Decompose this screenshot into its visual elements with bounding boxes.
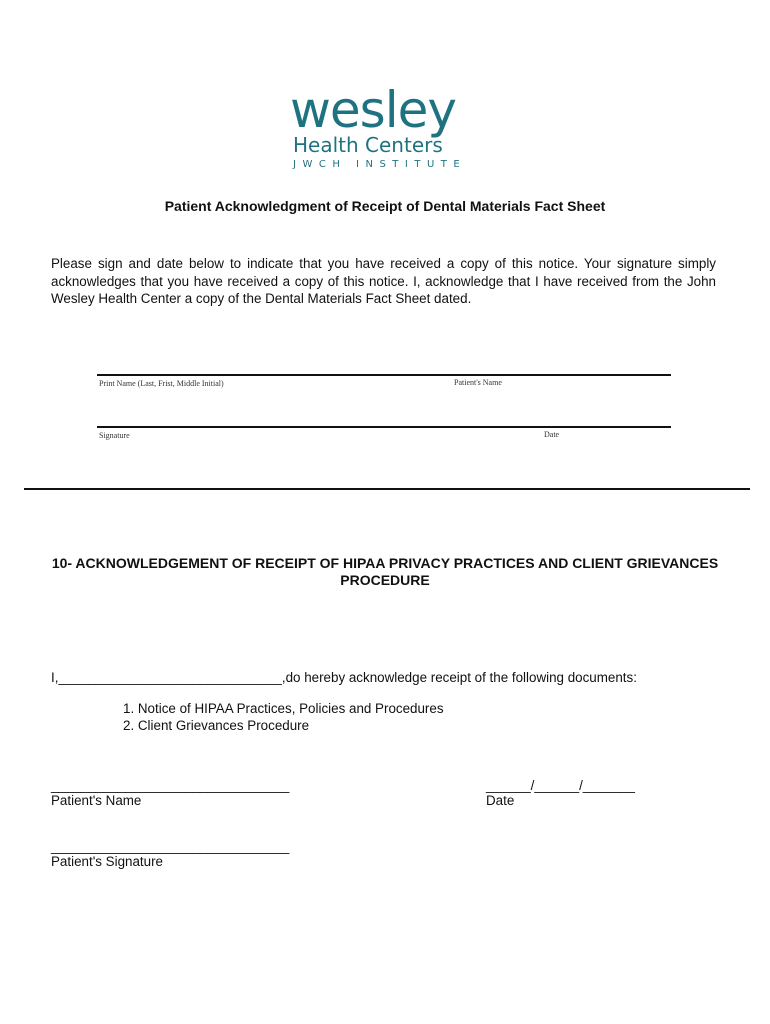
patient-name-label: Patient's Name	[51, 793, 142, 808]
hipaa-acknowledgment-statement: I,______________________________,do hereby acknowledge receipt of the following documents:	[51, 670, 637, 685]
date-label: Date	[544, 430, 560, 439]
logo-wordmark: wesley	[290, 81, 456, 139]
section-divider	[24, 488, 750, 490]
patients-name-label: Patient's Name	[454, 378, 502, 387]
dental-acknowledgment-paragraph: Please sign and date below to indicate that you have received a copy of this notice. Your signature simply acknowledges that you have received a copy of this notice. I, acknowledge that I have received from the John Wesley Health Center a copy of the Dental Materials Fact Sheet dated.	[51, 256, 716, 306]
patient-signature-field[interactable]: ________________________________	[51, 839, 290, 854]
dental-section-title: Patient Acknowledgment of Receipt of Dental Materials Fact Sheet	[164, 198, 606, 214]
wesley-logo	[290, 82, 480, 172]
signature-label: Signature	[99, 431, 130, 440]
patient-name-field[interactable]: ________________________________	[51, 778, 290, 793]
hipaa-title-line1: 10- ACKNOWLEDGEMENT OF RECEIPT OF HIPAA PRIVACY PRACTICES AND CLIENT GRIEVANCES	[51, 555, 719, 571]
list-item: 1. Notice of HIPAA Practices, Policies and Procedures	[123, 701, 444, 716]
list-item: 2. Client Grievances Procedure	[123, 718, 310, 733]
print-name-label: Print Name (Last, Frist, Middle Initial)	[99, 379, 224, 388]
documents-list	[123, 700, 444, 734]
hipaa-title-line2: PROCEDURE	[340, 572, 430, 588]
print-name-signature-line[interactable]	[97, 374, 671, 376]
date-field[interactable]: ______/______/_______	[486, 778, 635, 793]
logo-institute: JWCH INSTITUTE	[293, 159, 467, 170]
hipaa-section-title	[0, 555, 770, 589]
date-field-label: Date	[486, 793, 515, 808]
signature-line[interactable]	[97, 426, 671, 428]
logo-subtitle: Health Centers	[293, 133, 443, 157]
patient-signature-label: Patient's Signature	[51, 854, 163, 869]
